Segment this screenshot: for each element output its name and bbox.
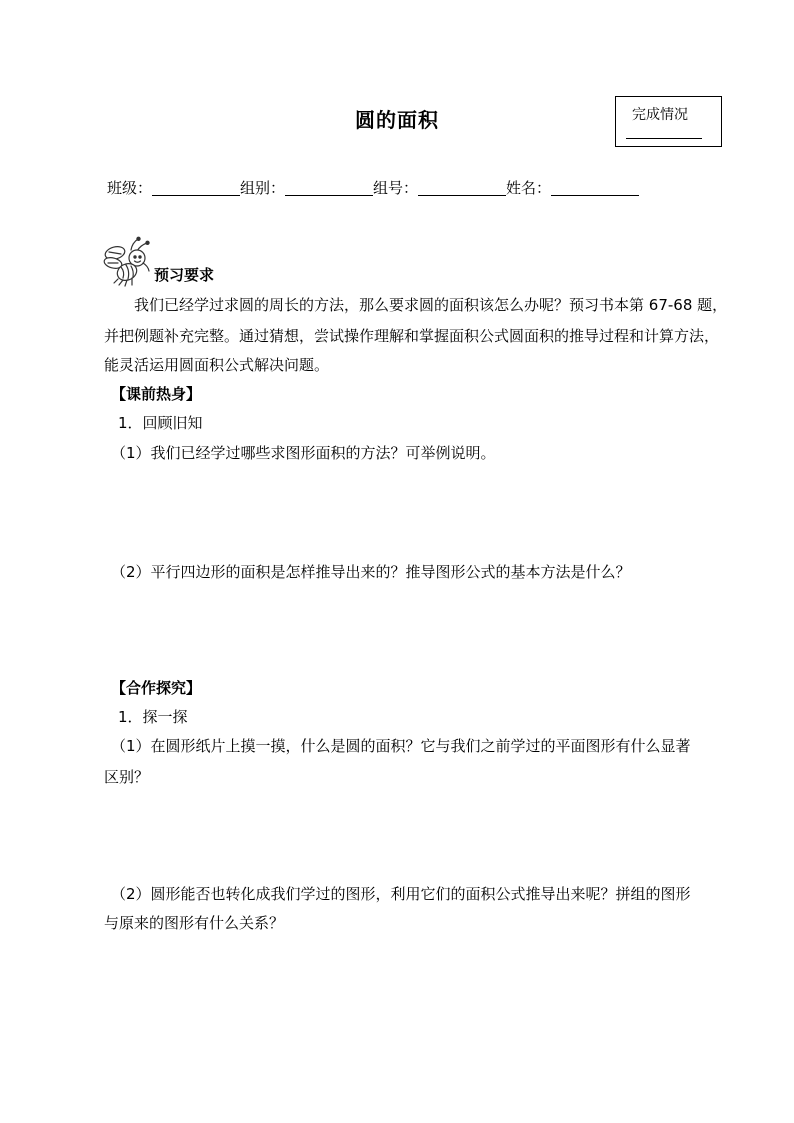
explore-question-2-line-1: （2）圆形能否也转化成我们学过的图形，利用它们的面积公式推导出来呢？拼组的图形 [111, 885, 691, 903]
name-blank[interactable] [551, 179, 639, 196]
explore-item: 1．探一探 [118, 708, 188, 726]
group-number-blank[interactable] [418, 179, 506, 196]
completion-status-label: 完成情况 [632, 107, 688, 123]
explore-question-1-line-2: 区别？ [104, 768, 150, 786]
preview-line-2: 并把例题补充完整。通过猜想，尝试操作理解和掌握面积公式圆面积的推导过程和计算方法， [104, 327, 720, 345]
completion-status-blank[interactable] [626, 138, 702, 139]
preview-heading: 预习要求 [154, 266, 215, 284]
warmup-question-2: （2）平行四边形的面积是怎样推导出来的？推导图形公式的基本方法是什么？ [111, 563, 631, 581]
warmup-item: 1．回顾旧知 [118, 414, 203, 432]
group-label: 组别： [240, 179, 286, 197]
completion-status-box [615, 96, 722, 147]
warmup-heading: 【课前热身】 [111, 385, 202, 403]
class-label: 班级： [107, 179, 153, 197]
bee-icon [101, 236, 155, 288]
group-blank[interactable] [285, 179, 373, 196]
student-info-row [107, 177, 639, 198]
preview-line-1 [104, 294, 727, 315]
preview-text-1: 我们已经学过求圆的周长的方法，那么要求圆的面积该怎么办呢？预习书本第 67-68 题， [134, 296, 728, 314]
group-number-label: 组号： [373, 179, 419, 197]
name-label: 姓名： [506, 179, 552, 197]
explore-question-1-line-1: （1）在圆形纸片上摸一摸，什么是圆的面积？它与我们之前学过的平面图形有什么显著 [111, 737, 691, 755]
class-blank[interactable] [152, 179, 240, 196]
explore-heading: 【合作探究】 [111, 679, 202, 697]
explore-question-2-line-2: 与原来的图形有什么关系？ [104, 914, 285, 932]
page-title: 圆的面积 [355, 108, 439, 132]
warmup-question-1: （1）我们已经学过哪些求图形面积的方法？可举例说明。 [111, 444, 496, 462]
preview-line-3: 能灵活运用圆面积公式解决问题。 [104, 356, 330, 374]
